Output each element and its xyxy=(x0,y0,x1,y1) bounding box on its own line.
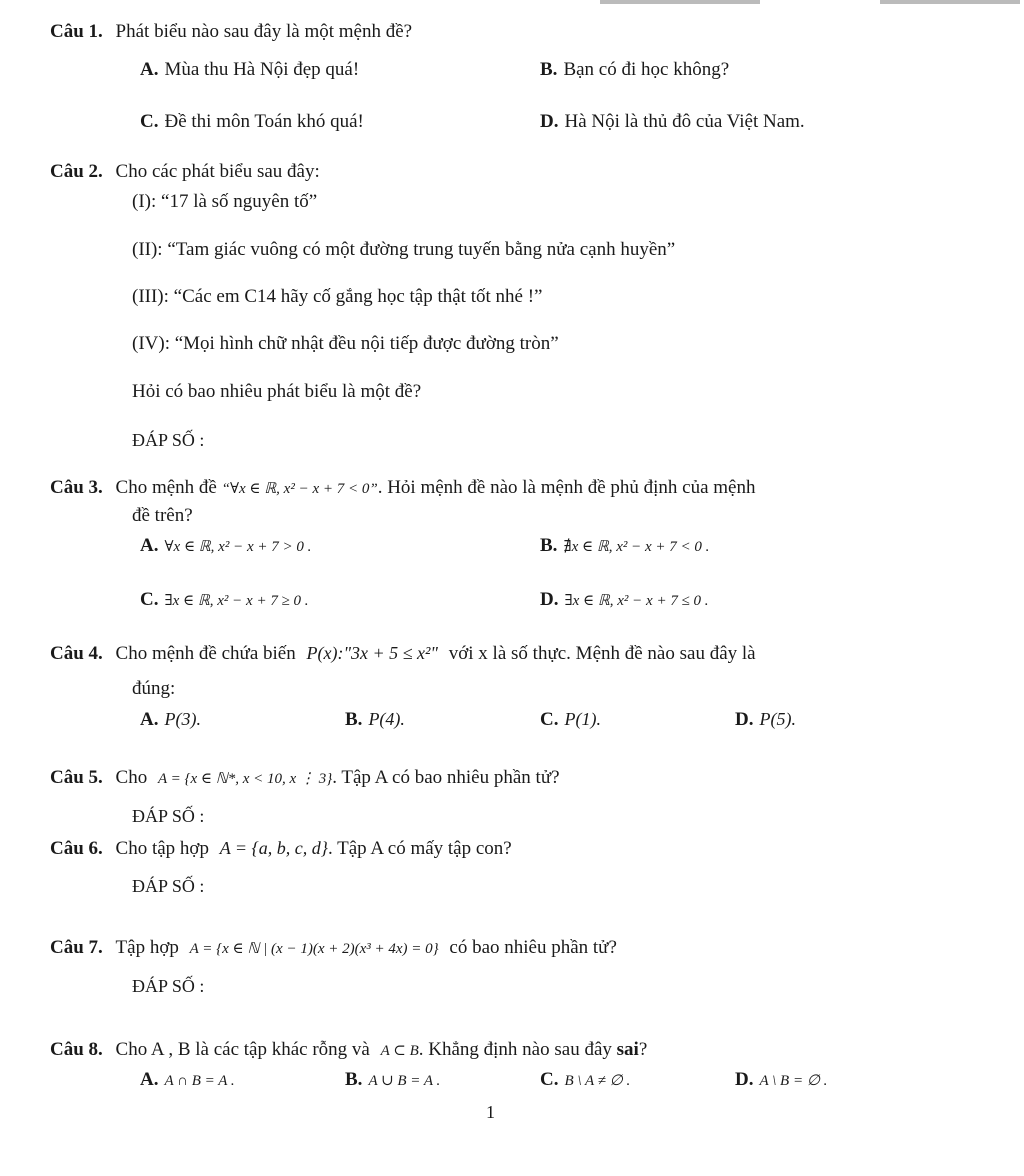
q7-answer: ĐÁP SỐ : xyxy=(132,976,205,996)
q3-text-c: đề trên? xyxy=(132,505,193,526)
q2-question: Hỏi có bao nhiêu phát biểu là một đề? xyxy=(132,381,422,402)
q4-proposition: P(x):"3x + 5 ≤ x²" xyxy=(306,643,438,663)
q8-text-a: Cho A , B là các tập khác rỗng và xyxy=(115,1039,370,1060)
page-number: 1 xyxy=(486,1102,495,1122)
q3-option-b: B. ∄x ∈ ℝ, x² − x + 7 < 0 . xyxy=(540,535,710,556)
q4-label: Câu 4. xyxy=(50,643,103,664)
q7-text-a: Tập hợp xyxy=(115,937,179,958)
q5-set: A = {x ∈ ℕ*, x < 10, x ⋮ 3} xyxy=(157,771,333,787)
q5-text-a: Cho xyxy=(115,767,148,788)
q6-set: A = {a, b, c, d} xyxy=(219,838,328,858)
q3-text-a: Cho mệnh đề xyxy=(115,477,217,498)
q7-set: A = {x ∈ ℕ | (x − 1)(x + 2)(x³ + 4x) = 0} xyxy=(189,941,439,957)
q3-text-b: . Hỏi mệnh đề nào là mệnh đề phủ định của mệnh xyxy=(377,477,756,498)
q4-option-d: D. P(5). xyxy=(735,709,796,730)
q8-option-c: C. B \ A ≠ ∅ . xyxy=(540,1069,631,1090)
q4-option-a: A. P(3). xyxy=(140,709,201,730)
top-edge-mark xyxy=(600,0,760,4)
q3-option-d: D. ∃x ∈ ℝ, x² − x + 7 ≤ 0 . xyxy=(540,589,709,610)
q1-option-a: A. Mùa thu Hà Nội đẹp quá! xyxy=(140,59,360,80)
q2-label: Câu 2. xyxy=(50,161,103,182)
q6-text-b: . Tập A có mấy tập con? xyxy=(327,838,512,859)
q2-statement-3: (III): “Các em C14 hãy cố gắng học tập thật tốt nhé !” xyxy=(132,286,543,307)
q6-answer: ĐÁP SỐ : xyxy=(132,876,205,896)
q4-option-c: C. P(1). xyxy=(540,709,601,730)
q4-text-c: đúng: xyxy=(132,678,176,699)
q2-statement-4: (IV): “Mọi hình chữ nhật đều nội tiếp được đường tròn” xyxy=(132,333,559,354)
q6-text-a: Cho tập hợp xyxy=(115,838,209,859)
q3-label: Câu 3. xyxy=(50,477,103,498)
q1-option-c: C. Đề thi môn Toán khó quá! xyxy=(140,111,364,132)
q2-text: Cho các phát biểu sau đây: xyxy=(115,161,320,182)
q8-text-b: . Khẳng định nào sau đây xyxy=(418,1039,612,1060)
q1-option-b: B. Bạn có đi học không? xyxy=(540,59,730,80)
q2-statement-1: (I): “17 là số nguyên tố” xyxy=(132,191,318,212)
q5-label: Câu 5. xyxy=(50,767,103,788)
top-edge-mark-2 xyxy=(880,0,1020,4)
q8-option-a: A. A ∩ B = A . xyxy=(140,1069,235,1090)
q2-statement-2: (II): “Tam giác vuông có một đường trung tuyến bằng nửa cạnh huyền” xyxy=(132,239,676,260)
q2-answer: ĐÁP SỐ : xyxy=(132,430,205,450)
q6-label: Câu 6. xyxy=(50,838,103,859)
q5-answer: ĐÁP SỐ : xyxy=(132,806,205,826)
q8-relation: A ⊂ B xyxy=(380,1043,419,1059)
q1-text: Phát biểu nào sau đây là một mệnh đề? xyxy=(115,21,413,42)
q4-text-b: với x là số thực. Mệnh đề nào sau đây là xyxy=(448,643,756,664)
q8-text-c: ? xyxy=(638,1039,648,1060)
q1-label: Câu 1. xyxy=(50,21,103,42)
q8-label: Câu 8. xyxy=(50,1039,103,1060)
q3-proposition: “∀x ∈ ℝ, x² − x + 7 < 0” xyxy=(221,481,378,497)
q8-option-d: D. A \ B = ∅ . xyxy=(735,1069,828,1090)
q8-bold-word: sai xyxy=(616,1039,639,1060)
q3-option-c: C. ∃x ∈ ℝ, x² − x + 7 ≥ 0 . xyxy=(140,589,309,610)
q5-text-b: . Tập A có bao nhiêu phần tử? xyxy=(332,767,560,788)
q4-option-b: B. P(4). xyxy=(345,709,405,730)
q4-text-a: Cho mệnh đề chứa biến xyxy=(115,643,296,664)
q1-option-d: D. Hà Nội là thủ đô của Việt Nam. xyxy=(540,111,805,132)
q8-option-b: B. A ∪ B = A . xyxy=(345,1069,441,1090)
q7-label: Câu 7. xyxy=(50,937,103,958)
q3-option-a: A. ∀x ∈ ℝ, x² − x + 7 > 0 . xyxy=(140,535,312,556)
q7-text-b: có bao nhiêu phần tử? xyxy=(449,937,617,958)
